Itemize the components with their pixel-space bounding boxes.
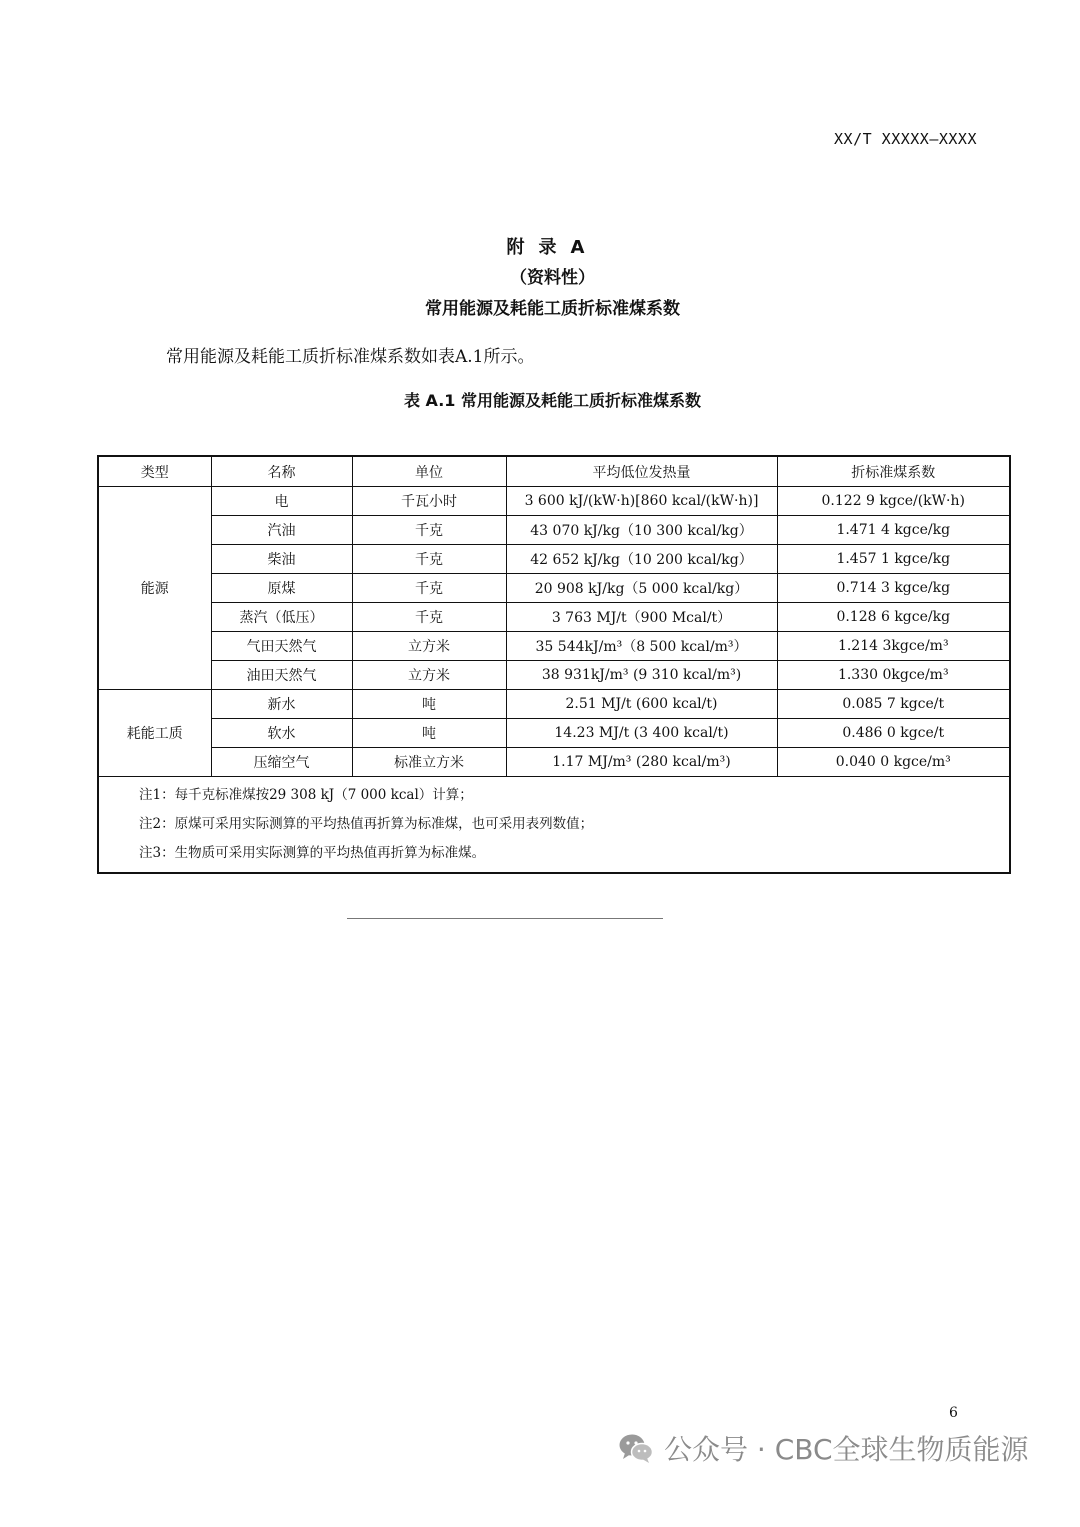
cell-coefficient: 1.457 1 kgce/kg	[777, 545, 1010, 574]
cell-heat-value: 43 070 kJ/kg（10 300 kcal/kg）	[506, 516, 777, 545]
table-row	[98, 545, 1010, 574]
page-number: 6	[949, 1405, 958, 1421]
appendix-heading	[0, 234, 1080, 324]
table-row	[98, 603, 1010, 632]
cell-heat-value: 3 600 kJ/(kW·h)[860 kcal/(kW·h)]	[506, 487, 777, 516]
table-notes-row	[98, 777, 1010, 874]
watermark-text: 公众号 · CBC全球生物质能源	[664, 1433, 1029, 1466]
table-notes	[98, 777, 1010, 874]
table-row	[98, 574, 1010, 603]
cell-heat-value: 20 908 kJ/kg（5 000 kcal/kg）	[506, 574, 777, 603]
cell-unit: 立方米	[352, 632, 506, 661]
column-header-coefficient: 折标准煤系数	[777, 456, 1010, 487]
cell-heat-value: 14.23 MJ/t (3 400 kcal/t)	[506, 719, 777, 748]
cell-heat-value: 42 652 kJ/kg（10 200 kcal/kg）	[506, 545, 777, 574]
table-row	[98, 487, 1010, 516]
cell-coefficient: 0.486 0 kgce/t	[777, 719, 1010, 748]
cell-heat-value: 38 931kJ/m³ (9 310 kcal/m³)	[506, 661, 777, 690]
cell-name: 油田天然气	[211, 661, 352, 690]
cell-name: 新水	[211, 690, 352, 719]
cell-name: 压缩空气	[211, 748, 352, 777]
cell-name: 软水	[211, 719, 352, 748]
cell-coefficient: 0.122 9 kgce/(kW·h)	[777, 487, 1010, 516]
cell-unit: 千克	[352, 603, 506, 632]
appendix-title: 附录A	[506, 237, 599, 258]
column-header-unit: 单位	[352, 456, 506, 487]
cell-coefficient: 0.040 0 kgce/m³	[777, 748, 1010, 777]
table-row	[98, 690, 1010, 719]
conversion-coefficient-table	[97, 455, 1011, 874]
table-note: 注1：每千克标准煤按29 308 kJ（7 000 kcal）计算；	[139, 787, 473, 803]
table-row	[98, 516, 1010, 545]
table-row	[98, 748, 1010, 777]
column-header-name: 名称	[211, 456, 352, 487]
cell-coefficient: 1.330 0kgce/m³	[777, 661, 1010, 690]
column-header-type: 类型	[98, 456, 211, 487]
cell-unit: 千瓦小时	[352, 487, 506, 516]
cell-unit: 立方米	[352, 661, 506, 690]
group-type-energy: 能源	[98, 487, 211, 690]
cell-name: 柴油	[211, 545, 352, 574]
cell-coefficient: 0.128 6 kgce/kg	[777, 603, 1010, 632]
cell-name: 汽油	[211, 516, 352, 545]
intro-paragraph: 常用能源及耗能工质折标准煤系数如表A.1所示。	[166, 347, 535, 367]
standard-number: XX/T XXXXX—XXXX	[834, 130, 977, 148]
end-of-appendix-rule	[347, 918, 663, 919]
cell-heat-value: 3 763 MJ/t（900 Mcal/t）	[506, 603, 777, 632]
cell-name: 气田天然气	[211, 632, 352, 661]
table-note: 注3：生物质可采用实际测算的平均热值再折算为标准煤。	[139, 845, 486, 861]
cell-name: 原煤	[211, 574, 352, 603]
cell-name: 蒸汽（低压）	[211, 603, 352, 632]
cell-coefficient: 1.214 3kgce/m³	[777, 632, 1010, 661]
appendix-subject: 常用能源及耗能工质折标准煤系数	[425, 299, 680, 319]
wechat-icon	[618, 1432, 654, 1464]
appendix-nature: （资料性）	[510, 268, 595, 288]
cell-unit: 千克	[352, 516, 506, 545]
cell-coefficient: 0.714 3 kgce/kg	[777, 574, 1010, 603]
cell-heat-value: 2.51 MJ/t (600 kcal/t)	[506, 690, 777, 719]
cell-name: 电	[211, 487, 352, 516]
table-header-row	[98, 456, 1010, 487]
cell-unit: 千克	[352, 574, 506, 603]
cell-heat-value: 35 544kJ/m³（8 500 kcal/m³）	[506, 632, 777, 661]
column-header-heat-value: 平均低位发热量	[506, 456, 777, 487]
table-row	[98, 719, 1010, 748]
table-row	[98, 661, 1010, 690]
cell-unit: 千克	[352, 545, 506, 574]
watermark	[618, 1424, 1029, 1472]
group-type-working-medium: 耗能工质	[98, 690, 211, 777]
cell-unit: 吨	[352, 690, 506, 719]
table-note: 注2：原煤可采用实际测算的平均热值再折算为标准煤，也可采用表列数值；	[139, 816, 594, 832]
cell-coefficient: 0.085 7 kgce/t	[777, 690, 1010, 719]
cell-unit: 吨	[352, 719, 506, 748]
table-caption: 表 A.1 常用能源及耗能工质折标准煤系数	[403, 391, 702, 410]
table-row	[98, 632, 1010, 661]
cell-coefficient: 1.471 4 kgce/kg	[777, 516, 1010, 545]
cell-heat-value: 1.17 MJ/m³ (280 kcal/m³)	[506, 748, 777, 777]
cell-unit: 标准立方米	[352, 748, 506, 777]
